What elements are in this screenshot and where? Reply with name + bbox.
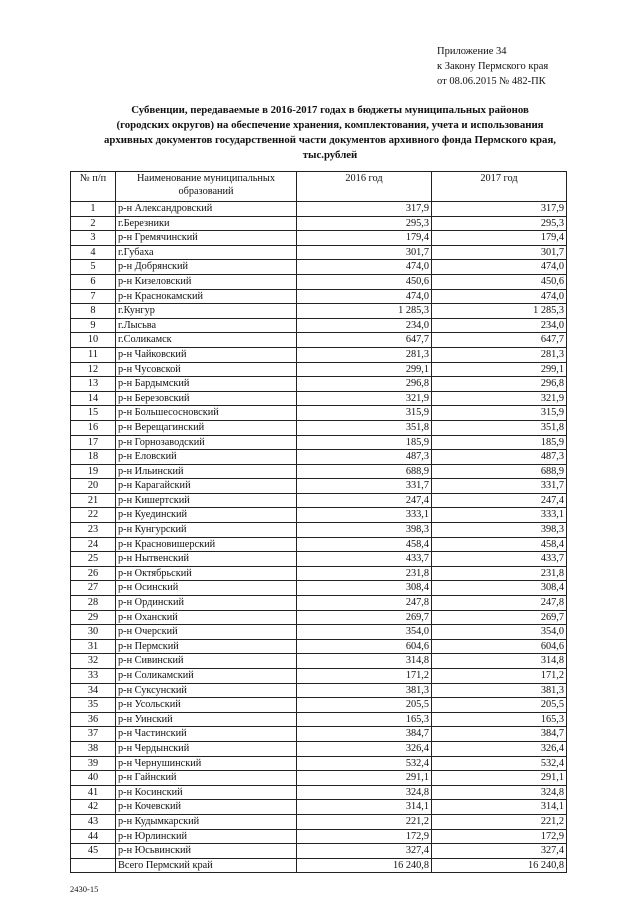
value-2017: 295,3 (432, 216, 567, 231)
row-number: 21 (71, 493, 116, 508)
table-row (71, 683, 567, 698)
document-title (70, 103, 590, 163)
municipality-name: р-н Кочевский (116, 800, 297, 815)
value-2016: 450,6 (297, 274, 432, 289)
value-2016: 458,4 (297, 537, 432, 552)
value-2017: 205,5 (432, 698, 567, 713)
row-number: 40 (71, 771, 116, 786)
municipality-name: р-н Сивинский (116, 654, 297, 669)
row-number: 15 (71, 406, 116, 421)
value-2016: 179,4 (297, 231, 432, 246)
municipality-name: р-н Очерский (116, 625, 297, 640)
value-2017: 433,7 (432, 552, 567, 567)
table-row (71, 756, 567, 771)
value-2017: 1 285,3 (432, 304, 567, 319)
row-number: 32 (71, 654, 116, 669)
value-2016: 299,1 (297, 362, 432, 377)
value-2016: 327,4 (297, 844, 432, 859)
value-2016: 314,8 (297, 654, 432, 669)
value-2017: 231,8 (432, 566, 567, 581)
title-line: Субвенции, передаваемые в 2016-2017 годах в бюджеты муниципальных районов (131, 104, 529, 116)
row-number: 41 (71, 785, 116, 800)
municipality-name: г.Лысьва (116, 318, 297, 333)
value-2017: 474,0 (432, 260, 567, 275)
value-2016: 532,4 (297, 756, 432, 771)
row-number: 20 (71, 479, 116, 494)
table-row (71, 800, 567, 815)
appendix-line: Приложение 34 (437, 46, 507, 57)
municipality-name: р-н Гремячинский (116, 231, 297, 246)
table-row (71, 450, 567, 465)
table-row (71, 464, 567, 479)
table-row (71, 814, 567, 829)
table-row (71, 610, 567, 625)
value-2017: 354,0 (432, 625, 567, 640)
municipality-name: р-н Нытвенский (116, 552, 297, 567)
table-row (71, 669, 567, 684)
table-row (71, 479, 567, 494)
value-2017: 333,1 (432, 508, 567, 523)
value-2017: 487,3 (432, 450, 567, 465)
row-number: 36 (71, 712, 116, 727)
municipality-name: р-н Горнозаводский (116, 435, 297, 450)
row-number: 45 (71, 844, 116, 859)
municipality-name: р-н Красновишерский (116, 537, 297, 552)
municipality-name: г.Березники (116, 216, 297, 231)
table-row (71, 771, 567, 786)
row-number: 13 (71, 377, 116, 392)
value-2016: 324,8 (297, 785, 432, 800)
row-number: 29 (71, 610, 116, 625)
row-number: 42 (71, 800, 116, 815)
row-number: 16 (71, 420, 116, 435)
value-2016: 171,2 (297, 669, 432, 684)
municipality-name: р-н Юрлинский (116, 829, 297, 844)
row-number: 14 (71, 391, 116, 406)
table-row (71, 523, 567, 538)
value-2016: 326,4 (297, 741, 432, 756)
row-number: 6 (71, 274, 116, 289)
municipality-name: р-н Оханский (116, 610, 297, 625)
value-2017: 474,0 (432, 289, 567, 304)
municipality-name: р-н Кизеловский (116, 274, 297, 289)
row-number: 12 (71, 362, 116, 377)
value-2017: 301,7 (432, 245, 567, 260)
document-code: 2430-15 (70, 884, 99, 894)
row-number: 31 (71, 639, 116, 654)
value-2016: 384,7 (297, 727, 432, 742)
value-2016: 301,7 (297, 245, 432, 260)
table-row (71, 581, 567, 596)
value-2017: 321,9 (432, 391, 567, 406)
table-row (71, 347, 567, 362)
value-2016: 487,3 (297, 450, 432, 465)
value-2017: 247,4 (432, 493, 567, 508)
table-row (71, 435, 567, 450)
column-header-2017: 2017 год (432, 172, 567, 202)
value-2017: 326,4 (432, 741, 567, 756)
value-2017: 171,2 (432, 669, 567, 684)
value-2017: 532,4 (432, 756, 567, 771)
value-2016: 296,8 (297, 377, 432, 392)
value-2016: 291,1 (297, 771, 432, 786)
value-2016: 247,4 (297, 493, 432, 508)
table-row (71, 508, 567, 523)
municipality-name: р-н Чайковский (116, 347, 297, 362)
table-row (71, 552, 567, 567)
total-row (71, 858, 567, 873)
table-row (71, 596, 567, 611)
row-number: 26 (71, 566, 116, 581)
value-2016: 474,0 (297, 289, 432, 304)
table-row (71, 712, 567, 727)
value-2016: 647,7 (297, 333, 432, 348)
value-2017: 269,7 (432, 610, 567, 625)
title-line: архивных документов государственной части документов архивного фонда Пермского края, (104, 134, 556, 146)
value-2017: 247,8 (432, 596, 567, 611)
value-2017: 308,4 (432, 581, 567, 596)
column-header-name: Наименование муниципальных образований (116, 172, 297, 202)
value-2016: 295,3 (297, 216, 432, 231)
municipality-name: р-н Куединский (116, 508, 297, 523)
value-2017: 315,9 (432, 406, 567, 421)
row-number: 18 (71, 450, 116, 465)
table-row (71, 844, 567, 859)
municipality-name: г.Губаха (116, 245, 297, 260)
value-2016: 165,3 (297, 712, 432, 727)
municipality-name: р-н Ординский (116, 596, 297, 611)
value-2016: 331,7 (297, 479, 432, 494)
value-2017: 317,9 (432, 202, 567, 217)
row-number: 27 (71, 581, 116, 596)
value-2016: 381,3 (297, 683, 432, 698)
table-row (71, 202, 567, 217)
row-number: 44 (71, 829, 116, 844)
title-line: тыс.рублей (302, 149, 358, 161)
municipality-name: р-н Осинский (116, 581, 297, 596)
value-2017: 172,9 (432, 829, 567, 844)
value-2017: 327,4 (432, 844, 567, 859)
value-2016: 354,0 (297, 625, 432, 640)
table-row (71, 741, 567, 756)
title-line: (городских округов) на обеспечение хранения, комплектования, учета и использования (116, 119, 544, 131)
municipality-name: р-н Добрянский (116, 260, 297, 275)
table-row (71, 318, 567, 333)
table-row (71, 639, 567, 654)
value-2016: 351,8 (297, 420, 432, 435)
row-number: 34 (71, 683, 116, 698)
row-number: 35 (71, 698, 116, 713)
value-2017: 234,0 (432, 318, 567, 333)
municipality-name: р-н Александровский (116, 202, 297, 217)
value-2016: 314,1 (297, 800, 432, 815)
value-2017: 314,8 (432, 654, 567, 669)
table-row (71, 333, 567, 348)
value-2016: 315,9 (297, 406, 432, 421)
municipality-name: р-н Гайнский (116, 771, 297, 786)
table-row (71, 231, 567, 246)
value-2017: 604,6 (432, 639, 567, 654)
municipality-name: р-н Соликамский (116, 669, 297, 684)
municipality-name: р-н Уинский (116, 712, 297, 727)
value-2016: 221,2 (297, 814, 432, 829)
table-row (71, 829, 567, 844)
value-2017: 458,4 (432, 537, 567, 552)
value-2016: 1 285,3 (297, 304, 432, 319)
municipality-name: р-н Верещагинский (116, 420, 297, 435)
total-municipality-name: Всего Пермский край (116, 858, 297, 873)
value-2016: 269,7 (297, 610, 432, 625)
table-row (71, 362, 567, 377)
appendix-line: от 08.06.2015 № 482-ПК (437, 76, 546, 87)
total-value-2016: 16 240,8 (297, 858, 432, 873)
row-number: 30 (71, 625, 116, 640)
row-number: 9 (71, 318, 116, 333)
value-2017: 384,7 (432, 727, 567, 742)
row-number: 24 (71, 537, 116, 552)
value-2016: 321,9 (297, 391, 432, 406)
row-number: 23 (71, 523, 116, 538)
municipality-name: р-н Чернушинский (116, 756, 297, 771)
table-body (71, 202, 567, 873)
value-2017: 688,9 (432, 464, 567, 479)
municipality-name: г.Соликамск (116, 333, 297, 348)
value-2017: 331,7 (432, 479, 567, 494)
municipality-name: р-н Юсьвинский (116, 844, 297, 859)
table-row (71, 654, 567, 669)
table-row (71, 245, 567, 260)
table-row (71, 406, 567, 421)
value-2016: 398,3 (297, 523, 432, 538)
value-2017: 647,7 (432, 333, 567, 348)
value-2017: 299,1 (432, 362, 567, 377)
municipality-name: р-н Усольский (116, 698, 297, 713)
row-number: 8 (71, 304, 116, 319)
value-2017: 450,6 (432, 274, 567, 289)
value-2017: 179,4 (432, 231, 567, 246)
row-number: 28 (71, 596, 116, 611)
table-header-row (71, 172, 567, 202)
subvention-table (70, 171, 567, 873)
municipality-name: р-н Суксунский (116, 683, 297, 698)
value-2016: 185,9 (297, 435, 432, 450)
value-2016: 474,0 (297, 260, 432, 275)
column-header-num: № п/п (71, 172, 116, 202)
value-2016: 688,9 (297, 464, 432, 479)
appendix-line: к Закону Пермского края (437, 61, 549, 72)
table-row (71, 260, 567, 275)
column-header-2016: 2016 год (297, 172, 432, 202)
row-number: 43 (71, 814, 116, 829)
total-row-number (71, 858, 116, 873)
appendix-reference (437, 44, 548, 89)
municipality-name: р-н Большесосновский (116, 406, 297, 421)
municipality-name: р-н Чусовской (116, 362, 297, 377)
table-row (71, 216, 567, 231)
municipality-name: р-н Октябрьский (116, 566, 297, 581)
value-2016: 247,8 (297, 596, 432, 611)
row-number: 3 (71, 231, 116, 246)
row-number: 25 (71, 552, 116, 567)
value-2016: 333,1 (297, 508, 432, 523)
municipality-name: р-н Бардымский (116, 377, 297, 392)
municipality-name: р-н Пермский (116, 639, 297, 654)
value-2016: 172,9 (297, 829, 432, 844)
value-2017: 351,8 (432, 420, 567, 435)
value-2016: 604,6 (297, 639, 432, 654)
municipality-name: р-н Ильинский (116, 464, 297, 479)
municipality-name: г.Кунгур (116, 304, 297, 319)
value-2017: 221,2 (432, 814, 567, 829)
municipality-name: р-н Кунгурский (116, 523, 297, 538)
value-2017: 281,3 (432, 347, 567, 362)
row-number: 38 (71, 741, 116, 756)
table-row (71, 625, 567, 640)
value-2017: 314,1 (432, 800, 567, 815)
row-number: 39 (71, 756, 116, 771)
municipality-name: р-н Березовский (116, 391, 297, 406)
municipality-name: р-н Краснокамский (116, 289, 297, 304)
table-row (71, 566, 567, 581)
row-number: 19 (71, 464, 116, 479)
row-number: 1 (71, 202, 116, 217)
value-2017: 165,3 (432, 712, 567, 727)
municipality-name: р-н Еловский (116, 450, 297, 465)
value-2017: 324,8 (432, 785, 567, 800)
municipality-name: р-н Частинский (116, 727, 297, 742)
row-number: 22 (71, 508, 116, 523)
row-number: 4 (71, 245, 116, 260)
row-number: 37 (71, 727, 116, 742)
table-row (71, 727, 567, 742)
value-2017: 398,3 (432, 523, 567, 538)
value-2016: 234,0 (297, 318, 432, 333)
municipality-name: р-н Карагайский (116, 479, 297, 494)
value-2016: 308,4 (297, 581, 432, 596)
value-2016: 231,8 (297, 566, 432, 581)
table-row (71, 493, 567, 508)
table-row (71, 304, 567, 319)
municipality-name: р-н Кудымкарский (116, 814, 297, 829)
table-row (71, 274, 567, 289)
municipality-name: р-н Кишертский (116, 493, 297, 508)
value-2016: 205,5 (297, 698, 432, 713)
value-2017: 296,8 (432, 377, 567, 392)
value-2017: 381,3 (432, 683, 567, 698)
municipality-name: р-н Чердынский (116, 741, 297, 756)
row-number: 11 (71, 347, 116, 362)
row-number: 2 (71, 216, 116, 231)
table-row (71, 698, 567, 713)
table-row (71, 289, 567, 304)
table-row (71, 391, 567, 406)
table-row (71, 377, 567, 392)
total-value-2017: 16 240,8 (432, 858, 567, 873)
row-number: 33 (71, 669, 116, 684)
value-2017: 291,1 (432, 771, 567, 786)
value-2016: 317,9 (297, 202, 432, 217)
table-row (71, 420, 567, 435)
value-2017: 185,9 (432, 435, 567, 450)
value-2016: 281,3 (297, 347, 432, 362)
row-number: 7 (71, 289, 116, 304)
row-number: 10 (71, 333, 116, 348)
table-row (71, 537, 567, 552)
value-2016: 433,7 (297, 552, 432, 567)
row-number: 5 (71, 260, 116, 275)
table-row (71, 785, 567, 800)
municipality-name: р-н Косинский (116, 785, 297, 800)
row-number: 17 (71, 435, 116, 450)
